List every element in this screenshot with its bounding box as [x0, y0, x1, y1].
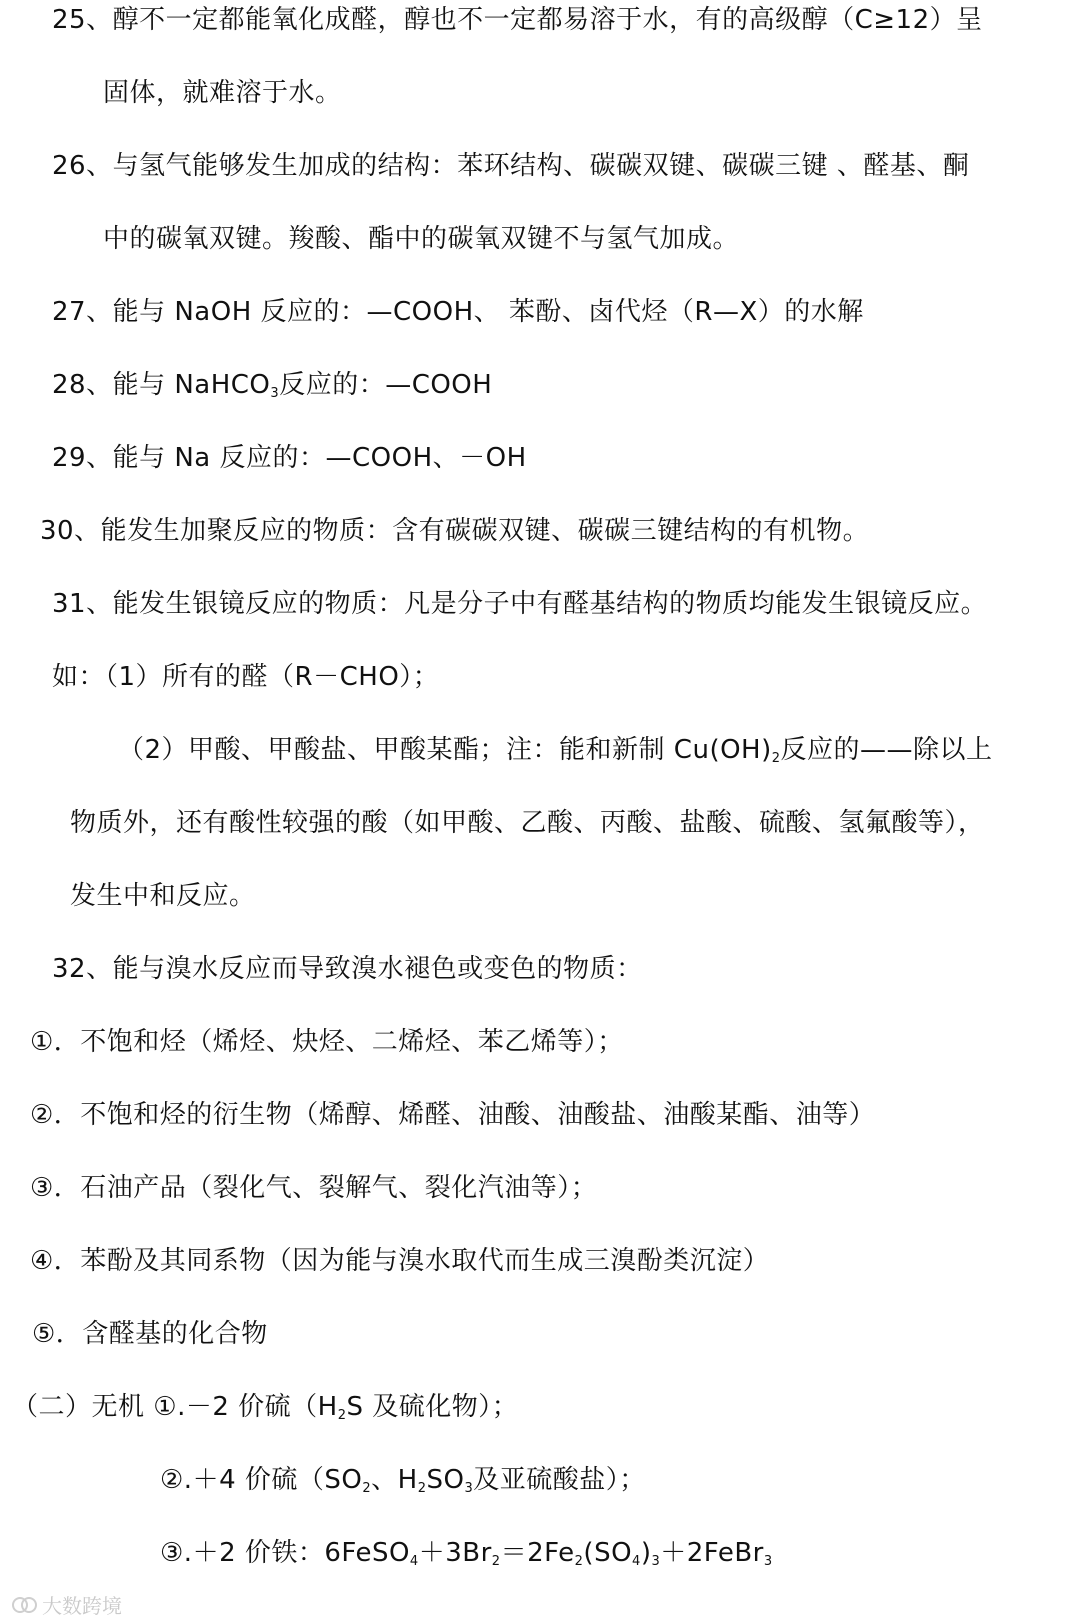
inorganic-2-c: SO	[426, 1465, 465, 1495]
text-line-28-sub: 3	[270, 386, 280, 401]
inorganic-3-e: )	[640, 1538, 652, 1568]
inorganic-3-c: ＝2Fe	[500, 1538, 575, 1568]
text-line-32-1: ①．不饱和烃（烯烃、炔烃、二烯烃、苯乙烯等）；	[30, 1027, 624, 1057]
text-line-31: 31、能发生银镜反应的物质：凡是分子中有醛基结构的物质均能发生银镜反应。	[52, 589, 988, 619]
inorganic-3-s6: 3	[763, 1554, 773, 1569]
inorganic-3-s4: 4	[632, 1554, 641, 1569]
inorganic-1-pre: （二）无机 ①.－2 价硫（H	[12, 1392, 338, 1422]
inorganic-3-s2: 2	[491, 1554, 501, 1569]
text-line-31-d: 发生中和反应。	[70, 881, 256, 911]
inorganic-2-s1: 2	[362, 1481, 372, 1496]
text-line-30: 30、能发生加聚反应的物质：含有碳碳双键、碳碳三键结构的有机物。	[40, 516, 870, 546]
inorganic-3-b: ＋3Br	[418, 1538, 492, 1568]
inorganic-3-f: ＋2FeBr	[660, 1538, 764, 1568]
inorganic-2-s2: 2	[417, 1481, 427, 1496]
inorganic-2-s3: 3	[464, 1481, 474, 1496]
text-line-25-a: 25、醇不一定都能氧化成醛，醇也不一定都易溶于水，有的高级醇（C≥12）呈	[52, 5, 983, 35]
text-line-32: 32、能与溴水反应而导致溴水褪色或变色的物质：	[52, 954, 643, 984]
text-line-31-b-sub: 2	[771, 751, 781, 766]
inorganic-3-s5: 3	[651, 1554, 661, 1569]
text-line-31-b	[118, 732, 993, 768]
inorganic-3-d: (SO	[583, 1538, 633, 1568]
text-line-31-b-post: 反应的——除以上	[780, 735, 993, 765]
inorganic-3-a: ③.＋2 价铁：6FeSO	[160, 1538, 410, 1568]
text-line-31-c: 物质外，还有酸性较强的酸（如甲酸、乙酸、丙酸、盐酸、硫酸、氢氟酸等），	[70, 808, 985, 838]
text-line-32-2: ②．不饱和烃的衍生物（烯醇、烯醛、油酸、油酸盐、油酸某酯、油等）	[30, 1100, 876, 1130]
inorganic-2-a: ②.＋4 价硫（SO	[160, 1465, 363, 1495]
text-line-26-a: 26、与氢气能够发生加成的结构：苯环结构、碳碳双键、碳碳三键 、醛基、酮	[52, 151, 970, 181]
text-line-inorganic-1	[12, 1389, 518, 1425]
text-line-29: 29、能与 Na 反应的：—COOH、－OH	[52, 443, 527, 473]
text-line-inorganic-2	[160, 1462, 646, 1498]
text-line-28-post: 反应的：—COOH	[279, 370, 493, 400]
text-line-28	[52, 367, 492, 403]
text-line-28-pre: 28、能与 NaHCO	[52, 370, 271, 400]
inorganic-3-s3: 2	[574, 1554, 584, 1569]
text-line-32-5: ⑤．含醛基的化合物	[32, 1319, 268, 1349]
watermark	[12, 1591, 122, 1617]
watermark-text: 大数跨境	[42, 1593, 122, 1618]
inorganic-2-b: 、H	[371, 1465, 418, 1495]
text-line-32-4: ④．苯酚及其同系物（因为能与溴水取代而生成三溴酚类沉淀）	[30, 1246, 770, 1276]
text-line-32-3: ③．石油产品（裂化气、裂解气、裂化汽油等）；	[30, 1173, 598, 1203]
text-line-31-b-pre: （2）甲酸、甲酸盐、甲酸某酯；注：能和新制 Cu(OH)	[118, 735, 772, 765]
text-line-25-b: 固体，就难溶于水。	[103, 78, 342, 108]
text-line-inorganic-3	[160, 1535, 773, 1571]
text-line-31-a: 如：（1）所有的醛（R－CHO）；	[52, 662, 440, 692]
text-line-27: 27、能与 NaOH 反应的：—COOH、 苯酚、卤代烃（R—X）的水解	[52, 297, 864, 327]
inorganic-1-sub: 2	[337, 1408, 347, 1423]
inorganic-1-post: S 及硫化物）；	[346, 1392, 519, 1422]
inorganic-3-s1: 4	[409, 1554, 419, 1569]
inorganic-2-d: 及亚硫酸盐）；	[473, 1465, 646, 1495]
text-line-26-b: 中的碳氧双键。羧酸、酯中的碳氧双键不与氢气加成。	[103, 224, 740, 254]
watermark-logo-icon	[12, 1594, 36, 1614]
